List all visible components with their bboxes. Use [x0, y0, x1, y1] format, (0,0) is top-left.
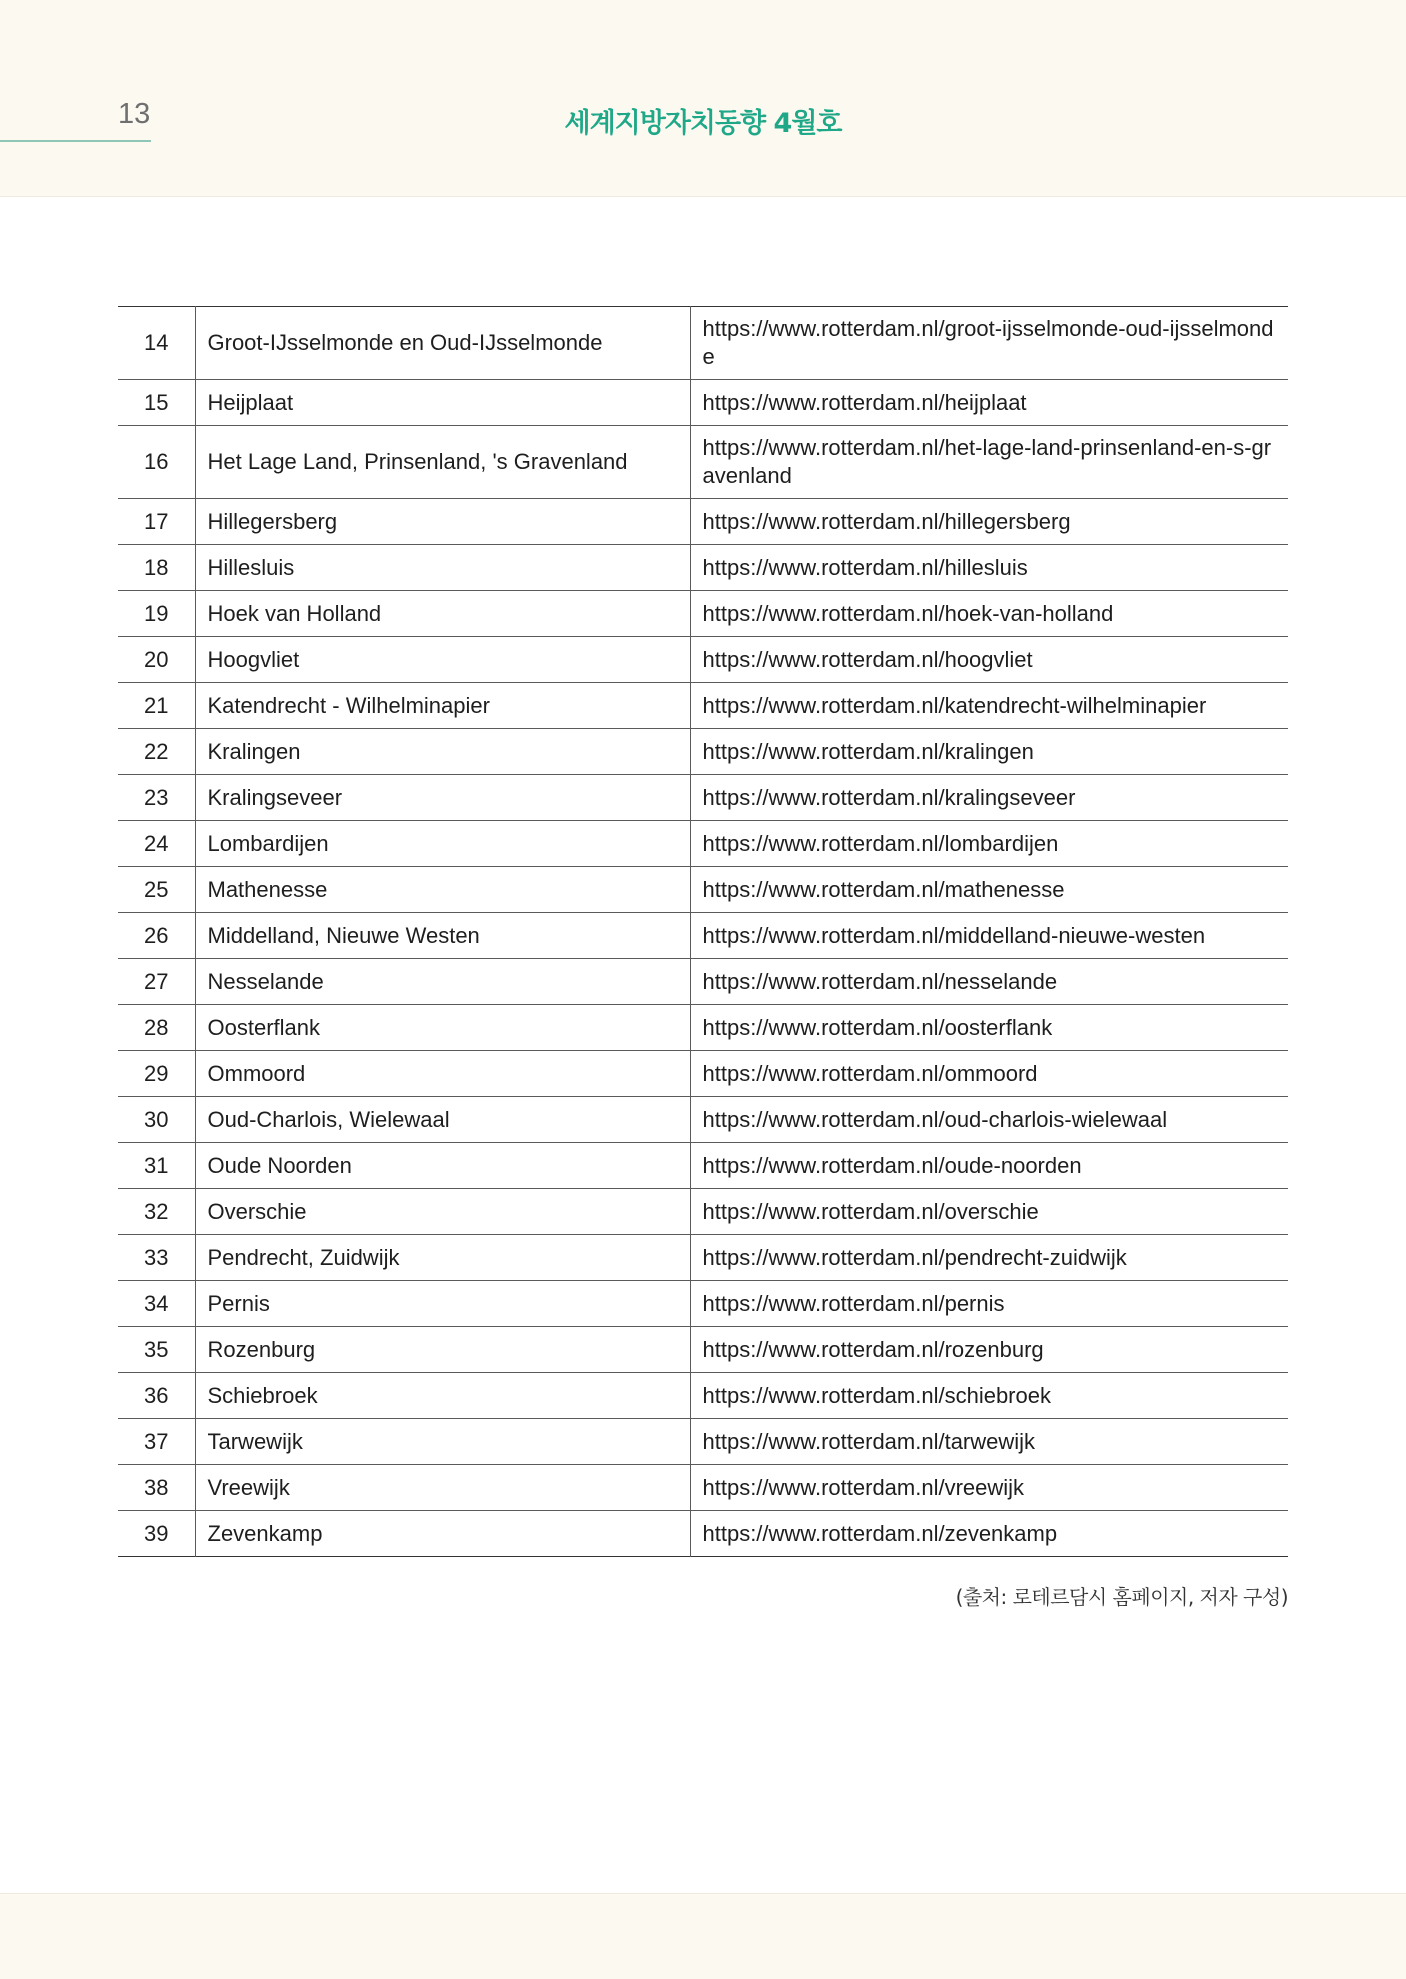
row-number: 19	[118, 591, 195, 637]
district-url: https://www.rotterdam.nl/oude-noorden	[702, 1152, 1082, 1178]
table-row	[118, 913, 1288, 959]
page-number-rule	[0, 140, 151, 142]
district-name: Middelland, Nieuwe Westen	[195, 913, 690, 959]
row-number: 22	[118, 729, 195, 775]
district-name: Oude Noorden	[195, 1143, 690, 1189]
district-url: https://www.rotterdam.nl/hoek-van-holland	[702, 600, 1114, 626]
row-number: 18	[118, 545, 195, 591]
district-name: Katendrecht - Wilhelminapier	[195, 683, 690, 729]
district-url: https://www.rotterdam.nl/mathenesse	[702, 876, 1065, 902]
district-url: https://www.rotterdam.nl/hoogvliet	[702, 646, 1033, 672]
table-row	[118, 1097, 1288, 1143]
district-name: Lombardijen	[195, 821, 690, 867]
district-table	[118, 306, 1288, 1557]
table-row	[118, 1051, 1288, 1097]
table-row	[118, 591, 1288, 637]
table-row	[118, 821, 1288, 867]
table-row	[118, 1465, 1288, 1511]
row-number: 36	[118, 1373, 195, 1419]
district-url: https://www.rotterdam.nl/zevenkamp	[702, 1520, 1058, 1546]
row-number: 29	[118, 1051, 195, 1097]
district-name: Nesselande	[195, 959, 690, 1005]
table-row	[118, 1235, 1288, 1281]
district-url: https://www.rotterdam.nl/vreewijk	[702, 1474, 1025, 1500]
row-number: 16	[118, 426, 195, 499]
row-number: 15	[118, 380, 195, 426]
row-number: 28	[118, 1005, 195, 1051]
district-name: Tarwewijk	[195, 1419, 690, 1465]
table-row	[118, 1373, 1288, 1419]
district-name: Groot-IJsselmonde en Oud-IJsselmonde	[195, 307, 690, 380]
district-url: https://www.rotterdam.nl/pendrecht-zuidwijk	[702, 1244, 1127, 1270]
page-number: 13	[118, 98, 151, 130]
table-row	[118, 380, 1288, 426]
row-number: 33	[118, 1235, 195, 1281]
district-name: Pernis	[195, 1281, 690, 1327]
row-number: 37	[118, 1419, 195, 1465]
row-number: 35	[118, 1327, 195, 1373]
district-name: Hillesluis	[195, 545, 690, 591]
table-row	[118, 1327, 1288, 1373]
district-url: https://www.rotterdam.nl/hillesluis	[702, 554, 1028, 580]
row-number: 20	[118, 637, 195, 683]
district-url: https://www.rotterdam.nl/ommoord	[702, 1060, 1038, 1086]
district-url: https://www.rotterdam.nl/pernis	[702, 1290, 1005, 1316]
district-url: https://www.rotterdam.nl/groot-ijsselmonde-oud-ijsselmonde	[702, 316, 1274, 369]
district-name: Kralingen	[195, 729, 690, 775]
row-number: 26	[118, 913, 195, 959]
table-row	[118, 1419, 1288, 1465]
source-note: (출처: 로테르담시 홈페이지, 저자 구성)	[955, 1585, 1288, 1609]
district-name: Hoogvliet	[195, 637, 690, 683]
page-footer	[0, 1893, 1406, 1979]
district-name: Rozenburg	[195, 1327, 690, 1373]
district-url: https://www.rotterdam.nl/oosterflank	[702, 1014, 1053, 1040]
table-row	[118, 307, 1288, 380]
district-url: https://www.rotterdam.nl/middelland-nieuwe-westen	[702, 922, 1206, 948]
row-number: 21	[118, 683, 195, 729]
district-name: Zevenkamp	[195, 1511, 690, 1557]
row-number: 30	[118, 1097, 195, 1143]
table-row	[118, 867, 1288, 913]
row-number: 14	[118, 307, 195, 380]
district-url: https://www.rotterdam.nl/het-lage-land-prinsenland-en-s-gravenland	[702, 435, 1272, 488]
row-number: 25	[118, 867, 195, 913]
row-number: 31	[118, 1143, 195, 1189]
table-row	[118, 637, 1288, 683]
table-row	[118, 499, 1288, 545]
district-url: https://www.rotterdam.nl/rozenburg	[702, 1336, 1044, 1362]
district-name: Mathenesse	[195, 867, 690, 913]
row-number: 34	[118, 1281, 195, 1327]
table-row	[118, 959, 1288, 1005]
district-url: https://www.rotterdam.nl/kralingen	[702, 738, 1034, 764]
district-url: https://www.rotterdam.nl/overschie	[702, 1198, 1039, 1224]
district-name: Overschie	[195, 1189, 690, 1235]
district-name: Schiebroek	[195, 1373, 690, 1419]
district-name: Hoek van Holland	[195, 591, 690, 637]
row-number: 27	[118, 959, 195, 1005]
row-number: 38	[118, 1465, 195, 1511]
district-name: Oud-Charlois, Wielewaal	[195, 1097, 690, 1143]
table-row	[118, 775, 1288, 821]
district-url: https://www.rotterdam.nl/nesselande	[702, 968, 1058, 994]
table-row	[118, 1189, 1288, 1235]
row-number: 17	[118, 499, 195, 545]
row-number: 23	[118, 775, 195, 821]
row-number: 24	[118, 821, 195, 867]
district-url: https://www.rotterdam.nl/katendrecht-wilhelminapier	[702, 692, 1207, 718]
district-url: https://www.rotterdam.nl/oud-charlois-wielewaal	[702, 1106, 1168, 1132]
row-number: 32	[118, 1189, 195, 1235]
district-name: Ommoord	[195, 1051, 690, 1097]
row-number: 39	[118, 1511, 195, 1557]
publication-title: 세계지방자치동향 4월호	[564, 108, 842, 139]
district-url: https://www.rotterdam.nl/lombardijen	[702, 830, 1059, 856]
table-row	[118, 1511, 1288, 1557]
district-name: Vreewijk	[195, 1465, 690, 1511]
table-row	[118, 1005, 1288, 1051]
district-table-body	[118, 307, 1288, 1557]
table-row	[118, 729, 1288, 775]
district-url: https://www.rotterdam.nl/kralingseveer	[702, 784, 1076, 810]
district-url: https://www.rotterdam.nl/tarwewijk	[702, 1428, 1036, 1454]
district-name: Hillegersberg	[195, 499, 690, 545]
district-url: https://www.rotterdam.nl/heijplaat	[702, 389, 1027, 415]
table-row	[118, 426, 1288, 499]
table-row	[118, 1281, 1288, 1327]
district-name: Pendrecht, Zuidwijk	[195, 1235, 690, 1281]
district-name: Kralingseveer	[195, 775, 690, 821]
district-url: https://www.rotterdam.nl/hillegersberg	[702, 508, 1071, 534]
district-name: Het Lage Land, Prinsenland, 's Gravenland	[195, 426, 690, 499]
district-name: Oosterflank	[195, 1005, 690, 1051]
page-header	[0, 0, 1406, 197]
table-row	[118, 683, 1288, 729]
table-row	[118, 1143, 1288, 1189]
table-row	[118, 545, 1288, 591]
district-name: Heijplaat	[195, 380, 690, 426]
district-url: https://www.rotterdam.nl/schiebroek	[702, 1382, 1051, 1408]
